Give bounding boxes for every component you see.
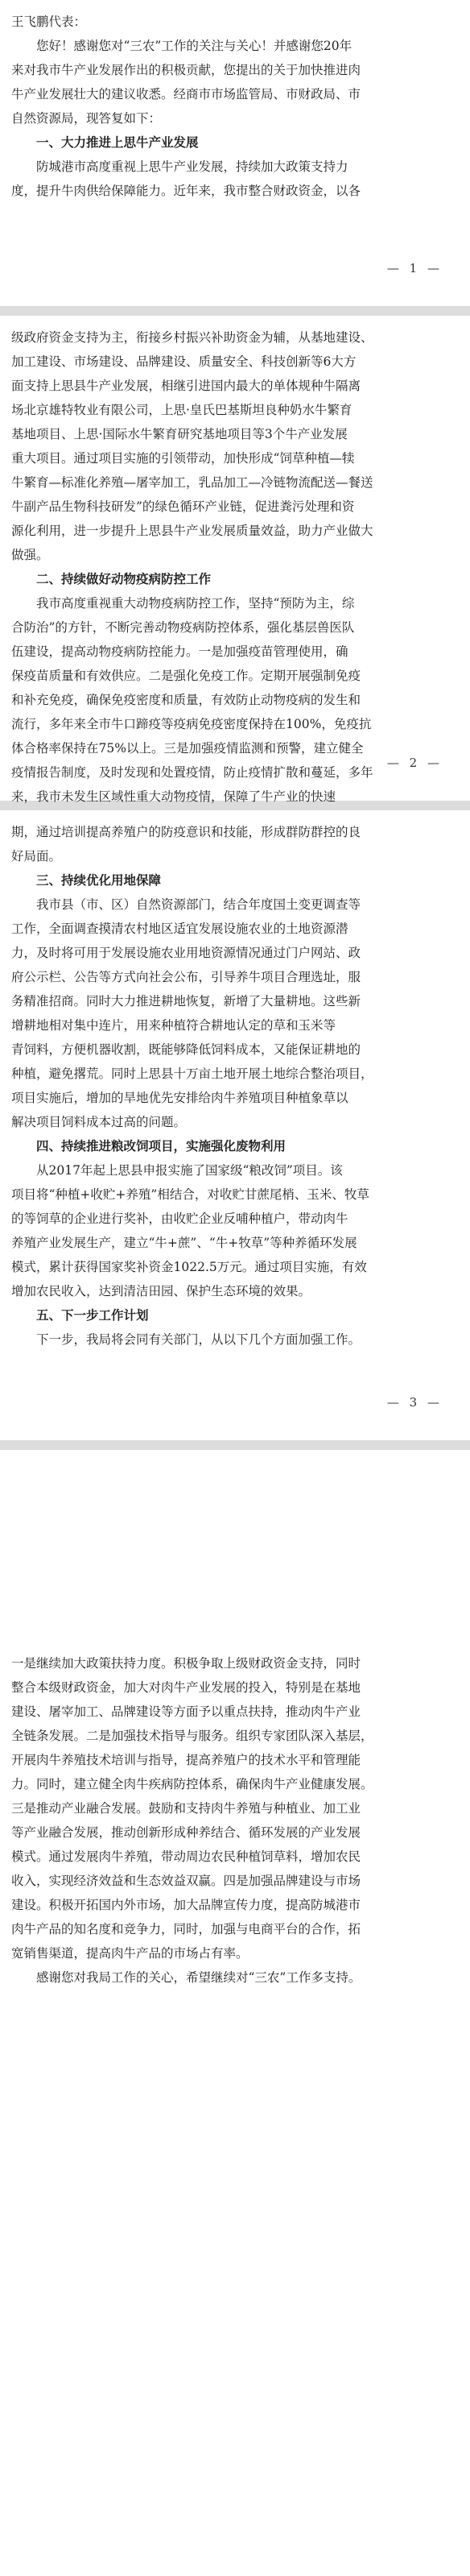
body-line: 养殖产业发展生产，建立“牛+蔗”、“牛+牧草”等种养循环发展: [11, 1236, 357, 1250]
body-line: 面支持上思县牛产业发展，相继引进国内最大的单体规种牛隔离: [11, 379, 361, 393]
body-line: 建设。积极开拓国内外市场，加大品牌宣传力度，提高防城港市: [11, 1898, 361, 1912]
body-line: 期，通过培训提高养殖户的防疫意识和技能，形成群防群控的良: [11, 825, 361, 839]
body-line: 来，我市未发生区域性重大动物疫情，保障了牛产业的快速: [11, 789, 336, 804]
body-line: 一是继续加大政策扶持力度。积极争取上级财政资金支持，同时: [11, 1656, 361, 1671]
body-line: 伍建设，提高动物疫病防控能力。一是加强疫苗管理使用，确: [11, 644, 348, 659]
body-line: 全链条发展。二是加强技术指导与服务。组织专家团队深入基层，: [11, 1729, 373, 1743]
body-line: 加工建设、市场建设、品牌建设、质量安全、科技创新等6大方: [11, 354, 357, 369]
body-line: 源化利用，进一步提升上思县牛产业发展质量效益，助力产业做大: [11, 524, 373, 538]
body-line: 三是推动产业融合发展。鼓励和支持肉牛养殖与种植业、加工业: [11, 1801, 361, 1816]
body-line: 开展肉牛养殖技术培训与指导，提高养殖户的技术水平和管理能: [11, 1753, 361, 1767]
section-heading: 二、持续做好动物疫病防控工作: [36, 571, 212, 586]
body-line: 牛产业发展壮大的建议收悉。经商市市场监管局、市财政局、市: [11, 87, 361, 101]
body-line: 合防治”的方针，不断完善动物疫病防控体系，强化基层兽医队: [11, 620, 355, 635]
body-line: 工作，全面调查摸清农村地区适宜发展设施农业的土地资源潜: [11, 921, 348, 936]
salutation: 王飞鹏代表：: [11, 14, 87, 29]
section-heading: 五、下一步工作计划: [36, 1307, 149, 1323]
body-line: 模式。通过发展肉牛养殖，带动周边农民种植饲草料，增加农民: [11, 1849, 361, 1864]
body-line: 我市高度重视重大动物疫病防控工作，坚持“预防为主，综: [36, 596, 355, 611]
body-line: 防城港市高度重视上思牛产业发展，持续加大政策支持力: [36, 159, 348, 174]
body-line: 做强。: [11, 548, 49, 562]
section-heading: 一、大力推进上思牛产业发展: [36, 135, 199, 150]
body-line: 流行，多年来全市牛口蹄疫等疫病免疫密度保持在100%，免疫抗: [11, 717, 372, 731]
body-line: 牛繁育—标准化养殖—屠宰加工，乳品加工—冷链物流配送—餐送: [11, 475, 373, 490]
document-page-1: [0, 0, 470, 306]
body-line: 增加农民收入，达到清洁田园、保护生态环境的效果。: [11, 1284, 311, 1298]
body-line: 府公示栏、公告等方式向社会公布，引导养牛项目合理选址，服: [11, 970, 361, 984]
body-line: 保疫苗质量和有效供应。二是强化免疫工作。定期开展强制免疫: [11, 669, 361, 683]
body-line: 您好！感谢您对“三农”工作的关注与关心！并感谢您20年: [36, 39, 352, 53]
body-line: 种植，避免撂荒。同时上思县十万亩土地开展土地综合整治项目，: [11, 1066, 373, 1081]
section-heading: 三、持续优化用地保障: [36, 872, 162, 888]
body-line: 场北京雄特牧业有限公司，上思·皇氏巴基斯坦良种奶水牛繁育: [11, 403, 352, 417]
body-line: 宽销售渠道，提高肉牛产品的市场占有率。: [11, 1946, 249, 1961]
body-line: 自然资源局，现答复如下：: [11, 111, 162, 126]
document-page-3: [0, 810, 470, 1440]
body-line: 力，及时将可用于发展设施农业用地资源情况通过门户网站、政: [11, 946, 361, 960]
body-line: 从2017年起上思县申报实施了国家级“粮改饲”项目。该: [36, 1163, 343, 1178]
body-line: 整合本级财政资金，加大对肉牛产业发展的投入，特别是在基地: [11, 1680, 361, 1695]
page-number: — 3 —: [386, 1395, 443, 1410]
body-line: 基地项目、上思·国际水牛繁育研究基地项目等3个牛产业发展: [11, 427, 348, 441]
body-line: 我市县（市、区）自然资源部门，结合年度国土变更调查等: [36, 897, 361, 912]
body-line: 力。同时，建立健全肉牛疾病防控体系，确保肉牛产业健康发展。: [11, 1777, 373, 1791]
body-line: 度，提升牛肉供给保障能力。近年来，我市整合财政资金，以各: [11, 184, 361, 198]
body-line: 模式，累计获得国家奖补资金1022.5万元。通过项目实施，有效: [11, 1260, 367, 1274]
section-heading: 四、持续推进粮改饲项目，实施强化废物利用: [36, 1138, 287, 1153]
closing-line: 感谢您对我局工作的关心，希望继续对“三农”工作多支持。: [36, 1970, 361, 1985]
body-line: 牛副产品生物科技研发”的绿色循环产业链，促进粪污处理和资: [11, 499, 355, 514]
body-line: 的等饲草的企业进行奖补，由收贮企业反哺种植户，带动肉牛: [11, 1211, 348, 1226]
body-line: 下一步，我局将会同有关部门，从以下几个方面加强工作。: [36, 1332, 361, 1347]
page-number: — 2 —: [386, 756, 443, 770]
body-line: 好局面。: [11, 849, 62, 863]
body-line: 等产业融合发展，推动创新形成种养结合、循环发展的产业发展: [11, 1825, 361, 1840]
body-line: 疫情报告制度，及时发现和处置疫情，防止疫情扩散和蔓延，多年: [11, 765, 373, 780]
document-page-2: [0, 316, 470, 804]
body-line: 重大项目。通过项目实施的引领带动，加快形成“饲草种植—犊: [11, 451, 355, 466]
body-line: 来对我市牛产业发展作出的积极贡献，您提出的关于加快推进肉: [11, 63, 361, 77]
body-line: 体合格率保持在75%以上。三是加强疫情监测和预警，建立健全: [11, 741, 364, 756]
body-line: 解决项目饲料成本过高的问题。: [11, 1115, 187, 1129]
document-page-4: [0, 1450, 470, 2576]
body-line: 增耕地相对集中连片，用来种植符合耕地认定的草和玉米等: [11, 1018, 336, 1033]
body-line: 务精准招商。同时大力推进耕地恢复，新增了大量耕地。这些新: [11, 994, 361, 1008]
body-line: 项目实施后，增加的旱地优先安排给肉牛养殖项目种植象草以: [11, 1091, 348, 1105]
body-line: 项目将“种植+收贮+养殖”相结合，对收贮甘蔗尾梢、玉米、牧草: [11, 1187, 369, 1202]
body-line: 建设、屠宰加工、品牌建设等方面予以重点扶持，推动肉牛产业: [11, 1704, 361, 1719]
page-number: — 1 —: [386, 261, 443, 275]
body-line: 青饲料，方便机器收割，既能够降低饲料成本，又能保证耕地的: [11, 1042, 361, 1057]
body-line: 级政府资金支持为主，衔接乡村振兴补助资金为辅，从基地建设、: [11, 330, 373, 345]
body-line: 和补充免疫，确保免疫密度和质量，有效防止动物疫病的发生和: [11, 693, 361, 707]
body-line: 肉牛产品的知名度和竞争力，同时，加强与电商平台的合作，拓: [11, 1922, 361, 1936]
body-line: 收入，实现经济效益和生态效益双赢。四是加强品牌建设与市场: [11, 1874, 361, 1888]
